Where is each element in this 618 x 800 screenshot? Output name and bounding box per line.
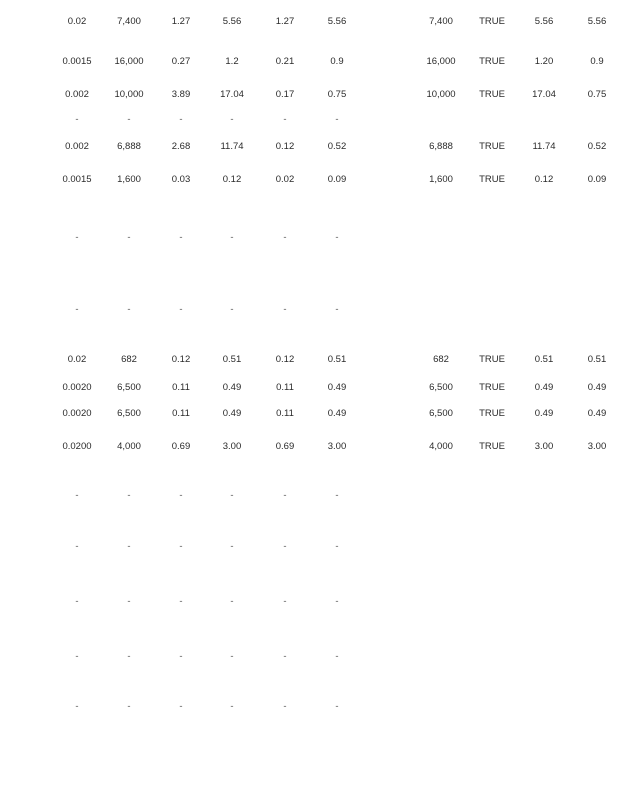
table-cell: 7,400 [117, 16, 141, 27]
table-cell: - [75, 651, 79, 662]
table-cell: - [127, 541, 131, 552]
table-cell: 0.03 [171, 174, 191, 185]
table-cell: - [75, 114, 79, 125]
table-cell: TRUE [479, 56, 505, 67]
table-cell: - [127, 651, 131, 662]
table-cell: 0.75 [587, 89, 607, 100]
table-cell: 0.49 [534, 382, 554, 393]
table-cell: - [127, 596, 131, 607]
table-cell: 3.00 [222, 441, 242, 452]
table-cell: 0.17 [275, 89, 295, 100]
table-cell: - [230, 541, 234, 552]
table-cell: 3.00 [534, 441, 554, 452]
table-cell: - [127, 114, 131, 125]
table-cell: 11.74 [220, 141, 244, 152]
table-cell: - [335, 114, 339, 125]
table-cell: 7,400 [429, 16, 453, 27]
table-cell: 1.20 [534, 56, 554, 67]
table-cell: - [283, 596, 287, 607]
table-cell: 16,000 [426, 56, 456, 67]
table-cell: 0.11 [276, 408, 294, 419]
table-cell: 4,000 [429, 441, 453, 452]
table-cell: - [179, 596, 183, 607]
table-cell: - [283, 541, 287, 552]
table-cell: - [75, 490, 79, 501]
table-cell: - [230, 701, 234, 712]
table-cell: 0.0015 [62, 174, 92, 185]
table-cell: 0.51 [534, 354, 554, 365]
table-cell: 3.00 [587, 441, 607, 452]
table-cell: - [283, 114, 287, 125]
table-cell: 10,000 [114, 89, 144, 100]
table-cell: 0.0015 [62, 56, 92, 67]
table-cell: 0.9 [590, 56, 604, 67]
table-cell: 0.12 [534, 174, 554, 185]
table-cell: TRUE [479, 354, 505, 365]
table-cell: 0.69 [275, 441, 295, 452]
table-cell: - [230, 232, 234, 243]
table-cell: - [230, 114, 234, 125]
table-cell: - [179, 304, 183, 315]
table-cell: 0.49 [534, 408, 554, 419]
table-cell: - [75, 304, 79, 315]
table-cell: 5.56 [327, 16, 347, 27]
table-cell: TRUE [479, 16, 505, 27]
table-cell: 0.09 [327, 174, 347, 185]
table-cell: 0.12 [275, 141, 295, 152]
table-cell: - [283, 490, 287, 501]
table-cell: 11.74 [532, 141, 556, 152]
table-cell: 682 [433, 354, 449, 365]
table-cell: 4,000 [117, 441, 141, 452]
table-cell: - [75, 541, 79, 552]
table-cell: - [335, 541, 339, 552]
table-cell: 0.02 [275, 174, 295, 185]
table-cell: 0.0020 [62, 382, 92, 393]
table-cell: 0.21 [275, 56, 295, 67]
table-cell: TRUE [479, 441, 505, 452]
table-cell: 0.9 [330, 56, 344, 67]
table-cell: 0.002 [65, 89, 89, 100]
table-cell: - [283, 651, 287, 662]
table-cell: 17.04 [220, 89, 244, 100]
table-cell: 0.09 [587, 174, 607, 185]
table-cell: - [335, 304, 339, 315]
table-cell: 17.04 [532, 89, 556, 100]
table-cell: 2.68 [171, 141, 191, 152]
table-cell: - [283, 304, 287, 315]
table-cell: 1.27 [171, 16, 191, 27]
table-cell: 10,000 [426, 89, 456, 100]
table-cell: 5.56 [587, 16, 607, 27]
table-cell: 0.11 [276, 382, 294, 393]
table-cell: 0.49 [327, 382, 347, 393]
table-cell: 0.11 [172, 382, 190, 393]
table-cell: 0.12 [171, 354, 191, 365]
table-cell: 0.49 [222, 382, 242, 393]
table-cell: - [127, 701, 131, 712]
table-cell: - [230, 651, 234, 662]
table-cell: 0.52 [587, 141, 607, 152]
table-cell: - [230, 596, 234, 607]
table-cell: 0.51 [222, 354, 242, 365]
table-cell: 6,500 [429, 382, 453, 393]
table-cell: 0.0020 [62, 408, 92, 419]
table-cell: 0.51 [587, 354, 607, 365]
table-cell: 1.2 [225, 56, 239, 67]
table-cell: - [179, 232, 183, 243]
table-cell: - [335, 232, 339, 243]
table-cell: 3.89 [171, 89, 191, 100]
table-cell: - [179, 541, 183, 552]
table-cell: 6,500 [117, 382, 141, 393]
table-cell: 0.02 [67, 16, 87, 27]
table-cell: - [335, 701, 339, 712]
table-cell: 5.56 [534, 16, 554, 27]
table-cell: TRUE [479, 141, 505, 152]
table-cell: 5.56 [222, 16, 242, 27]
table-cell: - [230, 304, 234, 315]
table-cell: - [179, 651, 183, 662]
table-cell: 0.51 [327, 354, 347, 365]
table-cell: 0.27 [171, 56, 191, 67]
table-cell: TRUE [479, 408, 505, 419]
table-cell: - [127, 304, 131, 315]
table-cell: 1.27 [275, 16, 295, 27]
table-cell: 6,888 [429, 141, 453, 152]
table-cell: - [179, 114, 183, 125]
table-cell: - [335, 596, 339, 607]
table-cell: 0.02 [67, 354, 87, 365]
table-cell: 0.75 [327, 89, 347, 100]
table-cell: - [179, 490, 183, 501]
table-cell: - [75, 701, 79, 712]
table-cell: - [75, 232, 79, 243]
table-cell: 1,600 [429, 174, 453, 185]
table-cell: 0.49 [222, 408, 242, 419]
table-cell: 6,500 [117, 408, 141, 419]
table-cell: TRUE [479, 382, 505, 393]
table-cell: - [335, 490, 339, 501]
table-cell: 0.49 [587, 408, 607, 419]
table-cell: 0.002 [65, 141, 89, 152]
table-cell: 6,500 [429, 408, 453, 419]
table-cell: 0.52 [327, 141, 347, 152]
table-cell: 0.11 [172, 408, 190, 419]
table-cell: TRUE [479, 174, 505, 185]
table-cell: - [75, 596, 79, 607]
table-cell: - [127, 490, 131, 501]
table-cell: TRUE [479, 89, 505, 100]
table-cell: 0.12 [222, 174, 242, 185]
table-cell: 0.69 [171, 441, 191, 452]
table-cell: 1,600 [117, 174, 141, 185]
table-cell: 0.0200 [62, 441, 92, 452]
table-cell: 0.12 [275, 354, 295, 365]
table-cell: - [230, 490, 234, 501]
table-cell: 3.00 [327, 441, 347, 452]
table-cell: - [127, 232, 131, 243]
table-cell: 16,000 [114, 56, 144, 67]
table-cell: - [335, 651, 339, 662]
table-cell: 0.49 [327, 408, 347, 419]
table-cell: - [283, 701, 287, 712]
table-cell: 0.49 [587, 382, 607, 393]
table-cell: - [283, 232, 287, 243]
table-cell: - [179, 701, 183, 712]
table-cell: 682 [121, 354, 137, 365]
table-cell: 6,888 [117, 141, 141, 152]
